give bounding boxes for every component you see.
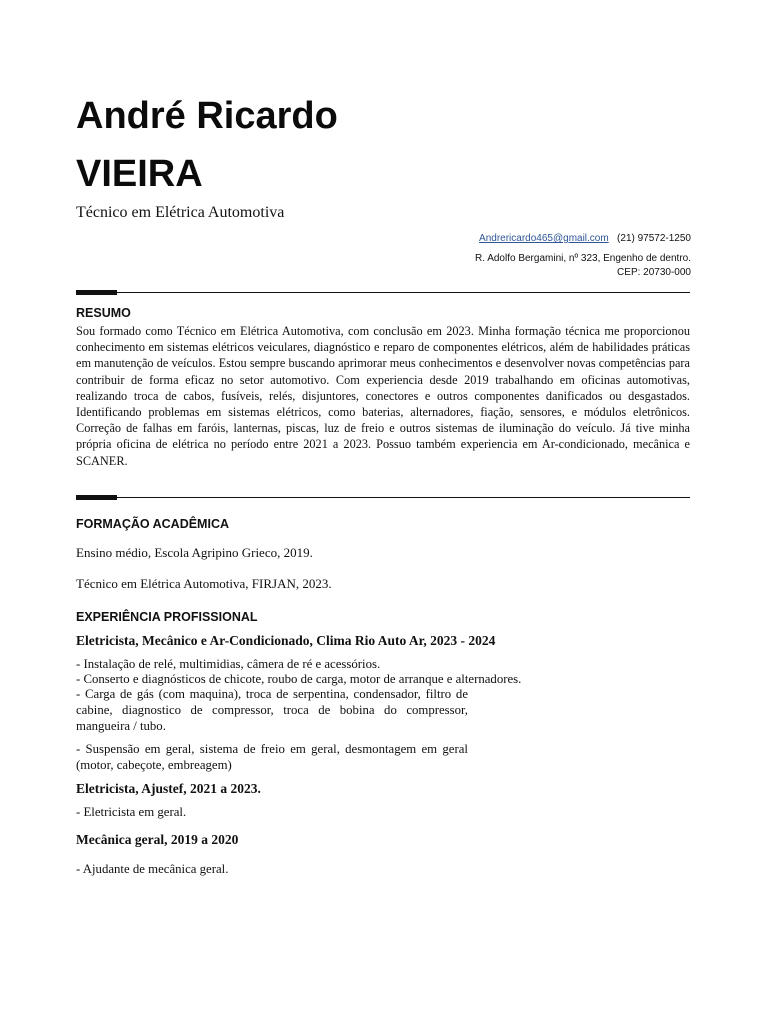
phone-number: (21) 97572-1250: [617, 233, 691, 244]
education-heading: FORMAÇÃO ACADÊMICA: [76, 517, 229, 531]
job-duty: - Eletricista em geral.: [76, 805, 187, 819]
summary-heading: RESUMO: [76, 306, 131, 320]
job-duty: - Instalação de relé, multimidias, câmera de ré e acessórios.: [76, 657, 381, 671]
address: R. Adolfo Bergamini, nº 323, Engenho de dentro.: [474, 253, 691, 264]
name-first: André Ricardo: [76, 95, 338, 137]
job-title: Eletricista, Mecânico e Ar-Condicionado, Clima Rio Auto Ar, 2023 - 2024: [76, 633, 496, 648]
summary-text: Sou formado como Técnico em Elétrica Automotiva, com conclusão em 2023. Minha formação técnica me proporcionou conhecimento em sistemas elétricos veiculares, diagnóstico e reparo de componentes elétricos, além de habilidades práticas em manutenção de veículos. Estou sempre buscando aprimorar meus conhecimentos e desenvolver novas competências para contribuir de forma eficaz no setor automotivo. Com experiencia desde 2019 trabalhando em oficinas automotivas, realizando troca de cabos, fusíveis, relés, disjuntores, conectores e outros componentes danificados ou desgastados. Identificando problemas em sistemas elétricos, como baterias, alternadores, fiação, sensores, e módulos eletrônicos. Correção de falhas em faróis, lanternas, piscas, luz de freio e outros sistemas de iluminação do veículo. Já tive minha própria oficina de elétrica no período entre 2021 a 2023. Possuo também experiencia em Ar-condicionado, mecânica e SCANER.: [76, 324, 690, 468]
job-duty: - Carga de gás (com maquina), troca de serpentina, condensador, filtro de cabine, diagnostico de compressor, troca de bobina do compressor, mangueira / tubo.: [76, 687, 468, 733]
education-item: Ensino médio, Escola Agripino Grieco, 2019.: [76, 545, 313, 560]
job-subtitle: Técnico em Elétrica Automotiva: [76, 204, 285, 221]
job-duty: - Suspensão em geral, sistema de freio em geral, desmontagem em geral (motor, cabeçote, embreagem): [76, 742, 468, 772]
job-title: Eletricista, Ajustef, 2021 a 2023.: [76, 781, 261, 796]
job-title: Mecânica geral, 2019 a 2020: [76, 832, 239, 847]
contact-line-email-phone: [479, 233, 691, 244]
section-divider-summary: [76, 292, 690, 293]
job-duty: - Ajudante de mecânica geral.: [76, 862, 229, 876]
name-last: VIEIRA: [76, 153, 203, 195]
postal-code: CEP: 20730-000: [617, 267, 691, 278]
email-link[interactable]: Andrericardo465@gmail.com: [479, 233, 609, 244]
education-item: Técnico em Elétrica Automotiva, FIRJAN, 2023.: [76, 576, 332, 591]
job-duty: - Conserto e diagnósticos de chicote, roubo de carga, motor de arranque e alternadores.: [76, 672, 522, 686]
section-divider-education: [76, 497, 690, 498]
experience-heading: EXPERIÊNCIA PROFISSIONAL: [76, 610, 258, 624]
